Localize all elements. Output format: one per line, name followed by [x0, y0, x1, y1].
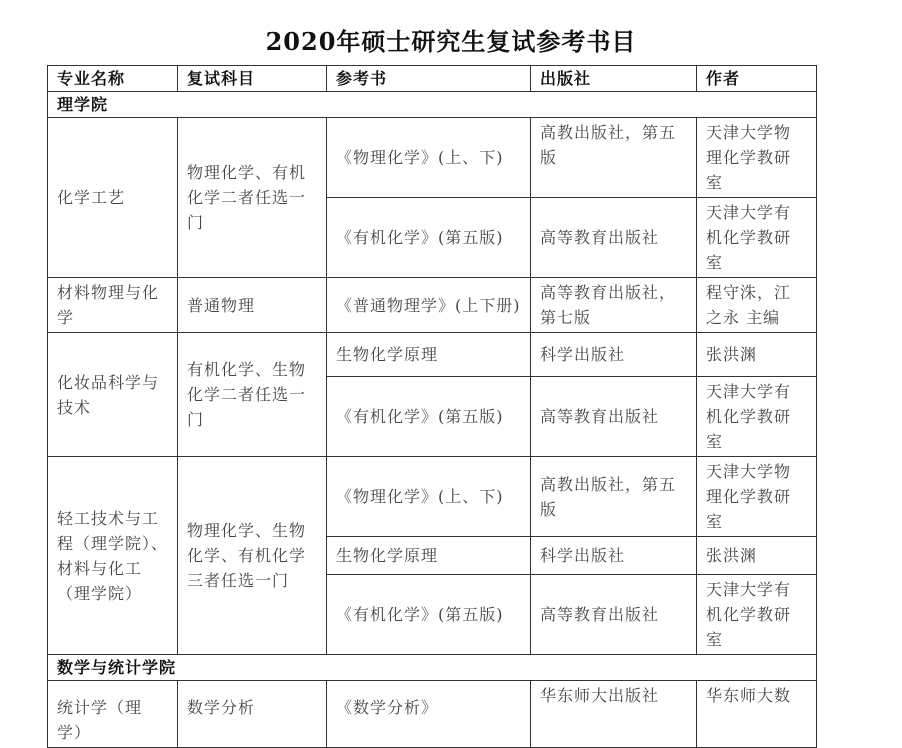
author: 天津大学物理化学教研室	[697, 118, 817, 198]
publisher: 高等教育出版社，第七版	[531, 278, 697, 333]
exam-subject: 普通物理	[178, 278, 327, 333]
college-name: 理学院	[48, 92, 817, 118]
table-row	[48, 278, 817, 333]
major-name: 统计学（理学）	[48, 681, 178, 748]
book-title: 《有机化学》(第五版)	[327, 198, 531, 278]
table-row	[48, 457, 817, 537]
book-title: 《物理化学》(上、下)	[327, 118, 531, 198]
header-publisher: 出版社	[531, 66, 697, 92]
major-name: 材料物理与化学	[48, 278, 178, 333]
major-name: 轻工技术与工程（理学院）、材料与化工（理学院）	[48, 457, 178, 655]
author: 天津大学有机化学教研室	[697, 575, 817, 655]
major-name: 化妆品科学与技术	[48, 333, 178, 457]
author: 天津大学有机化学教研室	[697, 377, 817, 457]
author: 华东师大数	[697, 681, 817, 748]
author: 张洪渊	[697, 333, 817, 377]
page-title: 2020年硕士研究生复试参考书目	[265, 27, 637, 56]
table-header-row	[48, 66, 817, 92]
publisher: 高等教育出版社	[531, 377, 697, 457]
publisher: 高等教育出版社	[531, 198, 697, 278]
college-row	[48, 655, 817, 681]
table-row	[48, 333, 817, 377]
book-title: 《物理化学》(上、下)	[327, 457, 531, 537]
publisher: 科学出版社	[531, 537, 697, 575]
book-title: 《有机化学》(第五版)	[327, 377, 531, 457]
major-name: 化学工艺	[48, 118, 178, 278]
book-title: 生物化学原理	[327, 333, 531, 377]
publisher: 科学出版社	[531, 333, 697, 377]
college-row	[48, 92, 817, 118]
author: 天津大学物理化学教研室	[697, 457, 817, 537]
header-book: 参考书	[327, 66, 531, 92]
college-name: 数学与统计学院	[48, 655, 817, 681]
author: 天津大学有机化学教研室	[697, 198, 817, 278]
table-row	[48, 681, 817, 748]
header-major: 专业名称	[48, 66, 178, 92]
exam-subject: 物理化学、生物化学、有机化学三者任选一门	[178, 457, 327, 655]
author: 张洪渊	[697, 537, 817, 575]
publisher: 高教出版社，第五版	[531, 457, 697, 537]
publisher: 高教出版社，第五版	[531, 118, 697, 198]
table-row	[48, 118, 817, 198]
book-title: 《普通物理学》(上下册)	[327, 278, 531, 333]
reference-book-table	[47, 65, 817, 748]
header-subject: 复试科目	[178, 66, 327, 92]
author: 程守洙，江之永 主编	[697, 278, 817, 333]
exam-subject: 数学分析	[178, 681, 327, 748]
exam-subject: 有机化学、生物化学二者任选一门	[178, 333, 327, 457]
header-author: 作者	[697, 66, 817, 92]
publisher: 高等教育出版社	[531, 575, 697, 655]
book-title: 《数学分析》	[327, 681, 531, 748]
exam-subject: 物理化学、有机化学二者任选一门	[178, 118, 327, 278]
book-title: 生物化学原理	[327, 537, 531, 575]
publisher: 华东师大出版社	[531, 681, 697, 748]
book-title: 《有机化学》(第五版)	[327, 575, 531, 655]
